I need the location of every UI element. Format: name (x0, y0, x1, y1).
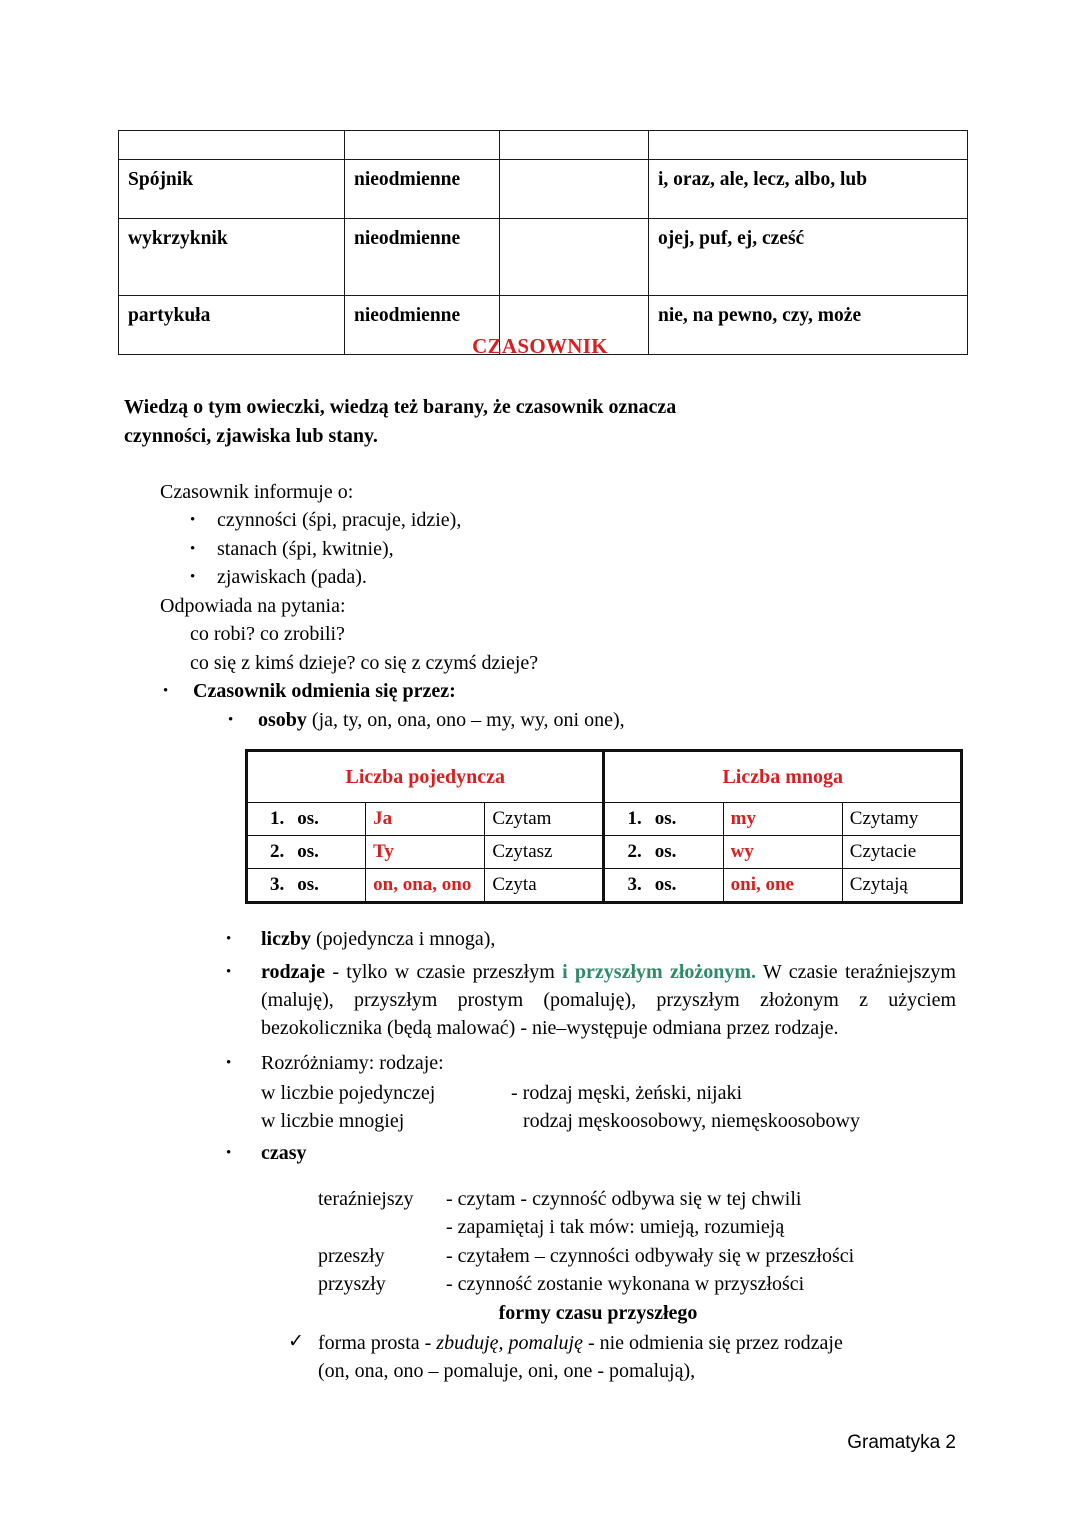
list-item-rodzaje (226, 958, 956, 1043)
table-row (119, 219, 968, 296)
verb-sg: Czytasz (485, 836, 604, 869)
bullet-icon: • (190, 512, 196, 529)
bullet-icon: • (190, 569, 196, 586)
person-os: os. (297, 874, 319, 895)
liczby-detail: (pojedyncza i mnoga), (311, 928, 496, 950)
bullet-icon: • (226, 963, 232, 980)
table-row (247, 803, 962, 836)
list-item-liczby (226, 925, 956, 954)
person-num: 1. (270, 808, 285, 829)
table-row (119, 131, 968, 160)
tense-note-present: - zapamiętaj i tak mów: umieją, rozumieją (446, 1216, 785, 1239)
table-cell (345, 131, 500, 160)
table-cell-examples: i, oraz, ale, lecz, albo, lub (649, 160, 968, 219)
future-forms-heading: formy czasu przyszłego (498, 1301, 698, 1324)
list-item-label (318, 1329, 956, 1386)
table-cell-part-of-speech: wykrzyknik (119, 219, 345, 296)
list-item (190, 563, 1080, 592)
rozrozniamy-lead: Rozróżniamy: rodzaje: (261, 1051, 444, 1074)
page-footer: Gramatyka 2 (847, 1432, 956, 1453)
rodzaje-term: rodzaje (261, 960, 326, 983)
gender-value-plural: rodzaj męskoosobowy, niemęskoosobowy (523, 1110, 860, 1133)
simple-form-part-1: forma prosta - (318, 1332, 437, 1354)
list-item-inflection-heading (163, 677, 1080, 706)
list-item (190, 506, 1080, 535)
table-cell (500, 131, 649, 160)
simple-form-part-2: - nie odmienia się przez rodzaje (582, 1332, 843, 1354)
list-item-label: czasy (261, 1141, 307, 1164)
simple-form-block (0, 1329, 1080, 1386)
person-number-sg (247, 836, 366, 869)
list-item-osoby (228, 706, 1080, 735)
bullet-icon: • (190, 540, 196, 557)
person-num: 2. (627, 841, 642, 862)
rodzaje-part-1: - tylko w czasie przeszłym (325, 960, 563, 983)
gender-row-plural (261, 1107, 956, 1135)
tenses-block (0, 1185, 1080, 1327)
bullet-icon: • (228, 711, 234, 728)
conjugation-table (245, 749, 963, 904)
verb-pl: Czytamy (842, 803, 961, 836)
list-item-label (258, 706, 1080, 734)
person-num: 3. (627, 874, 642, 895)
list-item-label (261, 958, 956, 1043)
list-item-rozrozniamy (226, 1049, 956, 1136)
table-cell (500, 219, 649, 296)
liczby-term: liczby (261, 928, 311, 950)
verb-pl: Czytają (842, 869, 961, 903)
tense-name-past: przeszły (318, 1244, 385, 1267)
verb-pl: Czytacie (842, 836, 961, 869)
person-num: 3. (270, 874, 285, 895)
person-number-sg (247, 869, 366, 903)
person-number-sg (247, 803, 366, 836)
table-row (247, 836, 962, 869)
conjugation-table-wrapper (245, 749, 963, 904)
table-cell-inflection: nieodmienne (345, 296, 500, 355)
person-os: os. (654, 874, 677, 895)
table-cell-examples: nie, na pewno, czy, może (649, 296, 968, 355)
person-os: os. (297, 841, 319, 862)
rodzaje-green-phrase: i przyszłym złożonym. (562, 960, 757, 983)
table-cell (649, 131, 968, 160)
tense-desc-future: - czynność zostanie wykonana w przyszłości (446, 1273, 805, 1296)
list-item (190, 535, 1080, 564)
pronoun-pl: my (723, 803, 842, 836)
list-item-label: zjawiskach (pada). (217, 566, 367, 589)
person-number-pl (604, 803, 723, 836)
tense-row-future (318, 1270, 1080, 1298)
table-header-row (247, 751, 962, 803)
intro-line-1: Wiedzą o tym owieczki, wiedzą też barany, że czasownik oznacza (124, 396, 677, 418)
bullet-icon: • (163, 683, 169, 700)
informs-lead: Czasownik informuje o: (160, 481, 354, 503)
questions-line-1: co robi? co zrobili? (190, 623, 345, 646)
pronoun-sg: Ty (366, 836, 485, 869)
rodzaje-part-2: W czasie teraźniejszym (maluję), przyszłym prostym (pomaluję), przyszłym złożonym z użyciem bezokolicznika (będą malować) - nie–występuje odmiana przez rodzaje. (261, 960, 956, 1040)
bullet-icon: • (226, 1054, 232, 1071)
questions-line-2: co się z kimś dzieje? co się z czymś dzieje? (190, 651, 539, 674)
pronoun-sg: Ja (366, 803, 485, 836)
tense-row-present (318, 1185, 1080, 1213)
tense-desc-present: - czytam - czynność odbywa się w tej chwili (446, 1188, 802, 1210)
table-cell (119, 131, 345, 160)
header-plural: Liczba mnoga (604, 751, 962, 803)
list-item-label (261, 925, 956, 953)
osoby-term: osoby (258, 708, 307, 731)
parts-of-speech-table (118, 130, 968, 355)
page-title: CZASOWNIK (472, 334, 608, 358)
table-row (247, 869, 962, 903)
person-os: os. (654, 841, 677, 862)
intro-line-2: czynności, zjawiska lub stany. (124, 425, 378, 447)
bullet-icon: • (226, 1144, 232, 1161)
table-cell (500, 160, 649, 219)
table-cell-part-of-speech: Spójnik (119, 160, 345, 219)
table-row (119, 160, 968, 219)
tense-name-future: przyszły (318, 1273, 386, 1296)
table-cell-part-of-speech: partykuła (119, 296, 345, 355)
person-num: 1. (627, 808, 642, 829)
list-item-label: Czasownik odmienia się przez: (193, 680, 456, 703)
person-number-pl (604, 869, 723, 903)
pronoun-sg: on, ona, ono (366, 869, 485, 903)
verb-sg: Czytam (485, 803, 604, 836)
gender-value-singular: - rodzaj męski, żeński, nijaki (511, 1082, 743, 1105)
list-item-label: czynności (śpi, pracuje, idzie), (217, 509, 462, 532)
questions-lead: Odpowiada na pytania: (160, 594, 346, 617)
header-singular: Liczba pojedyncza (247, 751, 604, 803)
person-number-pl (604, 836, 723, 869)
pronoun-pl: oni, one (723, 869, 842, 903)
gender-label-plural: w liczbie mnogiej (261, 1110, 405, 1133)
verb-sg: Czyta (485, 869, 604, 903)
osoby-detail: (ja, ty, on, ona, ono – my, wy, oni one), (306, 708, 625, 731)
list-item-simple-form (288, 1329, 956, 1386)
tense-desc-past: - czytałem – czynności odbywały się w przeszłości (446, 1244, 855, 1267)
features-list (0, 925, 1080, 1167)
pronoun-pl: wy (723, 836, 842, 869)
intro-paragraph (124, 393, 954, 451)
bullet-icon: • (226, 931, 232, 947)
list-item-label (261, 1049, 956, 1136)
gender-label-singular: w liczbie pojedynczej (261, 1082, 436, 1105)
tense-name-present: teraźniejszy (318, 1188, 414, 1210)
list-item-label: stanach (śpi, kwitnie), (217, 537, 394, 560)
gender-row-singular (261, 1079, 956, 1107)
simple-form-line-2: (on, ona, ono – pomaluje, oni, one - pomalują), (318, 1360, 696, 1383)
person-os: os. (297, 808, 319, 829)
simple-form-examples: zbuduję, pomaluję (436, 1332, 583, 1354)
body-content (0, 478, 1080, 734)
tense-row-past (318, 1242, 1080, 1270)
table-cell-examples: ojej, puf, ej, cześć (649, 219, 968, 296)
person-os: os. (654, 808, 677, 829)
person-num: 2. (270, 841, 285, 862)
table-cell-inflection: nieodmienne (345, 160, 500, 219)
list-item-czasy (226, 1139, 956, 1168)
checkmark-icon: ✓ (288, 1331, 304, 1352)
table-cell-inflection: nieodmienne (345, 219, 500, 296)
